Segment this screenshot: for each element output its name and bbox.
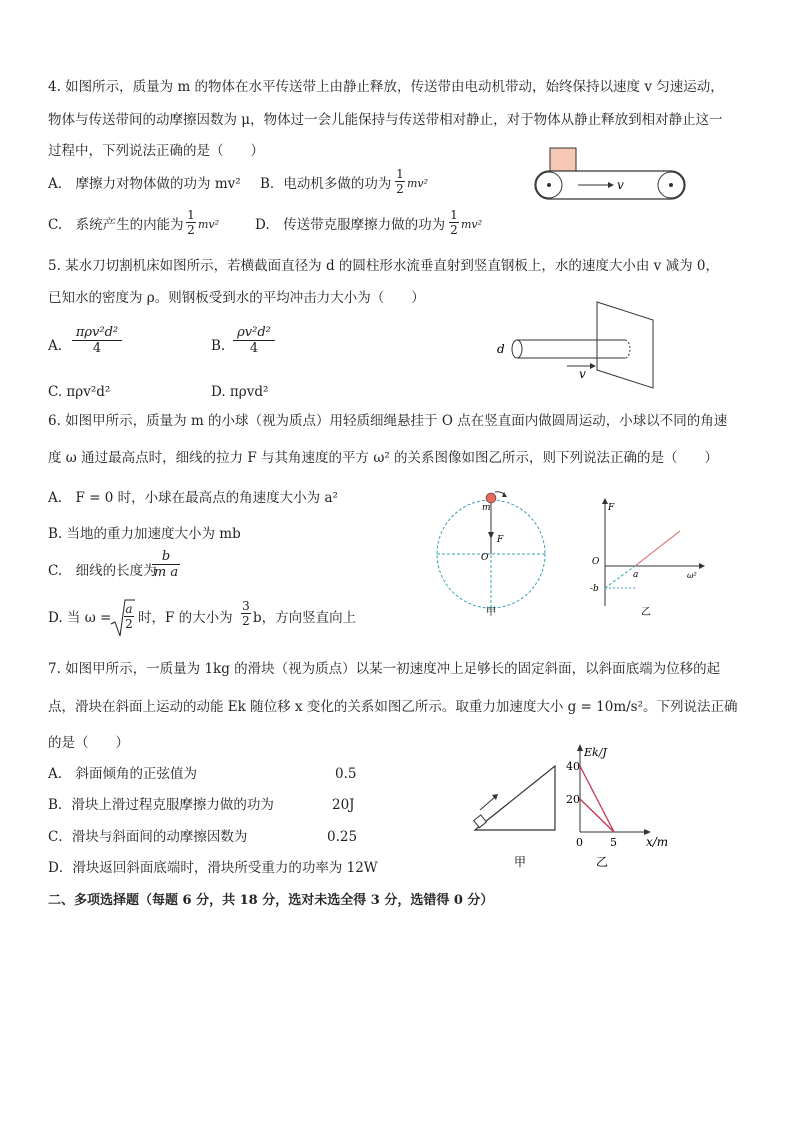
- q4-option-b-fraction: 1 2: [396, 167, 404, 196]
- y-tick-40: 40: [566, 760, 580, 773]
- mass-label: m: [482, 503, 491, 513]
- q4-option-c-mv2: mv²: [198, 218, 220, 231]
- q5-option-d: D. πρvd²: [211, 384, 269, 400]
- q6-option-d-tail: b，方向竖直向上: [253, 610, 357, 626]
- jet-cross-section: [512, 340, 522, 358]
- y-axis-label: Ek/J: [584, 746, 607, 759]
- q7-line1: 7. 如图甲所示，一质量为 1kg 的滑块（视为质点）以某一初速度冲上足够长的固定斜面，以斜面底端为位移的起: [48, 661, 721, 677]
- q7-line2: 点，滑块在斜面上运动的动能 Ek 随位移 x 变化的关系如图乙所示。取重力加速度大小 g = 10m/s²。下列说法正确: [48, 699, 738, 715]
- q4-option-c-fraction: 1 2: [187, 208, 195, 237]
- circular-motion-figure: [435, 488, 560, 616]
- q4-line2: 物体与传送带间的动摩擦因数为 μ，物体过一会儿能保持与传送带相对静止，对于物体从静止释放到相对静止这一: [48, 112, 723, 128]
- velocity-label: v: [617, 178, 624, 192]
- q4-line3: 过程中，下列说法正确的是（ ）: [48, 143, 264, 159]
- block-on-belt: [550, 148, 576, 171]
- q6-option-d-f-fraction: 3 2: [242, 599, 250, 628]
- q4-option-d-mv2: mv²: [461, 218, 483, 231]
- center-label: O: [481, 553, 489, 563]
- q6-option-d-sqrt-fraction: a 2: [125, 602, 133, 631]
- graph-line-solid: [635, 531, 680, 566]
- q5-line2: 已知水的密度为 ρ。则钢板受到水的平均冲击力大小为（ ）: [48, 290, 425, 306]
- incline: [475, 766, 555, 830]
- figure-caption-jia: 甲: [514, 855, 527, 869]
- x-tick-0: 0: [576, 836, 583, 849]
- ball: [486, 493, 496, 503]
- incline-figure: [470, 760, 565, 870]
- conveyor-belt-figure: [530, 145, 690, 205]
- kinetic-energy-chart: [560, 742, 675, 872]
- velocity-label: v: [579, 367, 586, 381]
- origin-label: O: [592, 557, 600, 567]
- q6-option-c-fraction: b m a: [153, 549, 179, 580]
- figure-caption-yi: 乙: [596, 855, 609, 869]
- x-tick-5: 5: [610, 836, 617, 849]
- q7-option-c-value: 0.25: [327, 829, 358, 845]
- q7-option-a: A. 斜面倾角的正弦值为: [48, 766, 198, 782]
- q6-line2: 度 ω 通过最高点时，细线的拉力 F 与其角速度的平方 ω² 的关系图像如图乙所示，则下列说法正确的是（ ）: [48, 450, 719, 466]
- section-2-header: 二、多项选择题（每题 6 分，共 18 分，选对未选全得 3 分，选错得 0 分）: [48, 893, 494, 908]
- q5-option-a-fraction: πρv²d² 4: [72, 326, 122, 355]
- figure-caption-yi: 乙: [641, 607, 651, 618]
- q5-option-b-fraction: ρv²d² 4: [233, 326, 275, 355]
- diameter-label: d: [497, 342, 505, 356]
- q4-option-c: C. 系统产生的内能为: [48, 217, 184, 233]
- figure-caption-jia: 甲: [486, 607, 496, 618]
- q6-option-d-label: D. 当 ω =: [48, 610, 112, 626]
- q6-option-c-label: C. 细线的长度为: [48, 563, 157, 579]
- force-vs-omega-graph: [585, 498, 710, 618]
- q6-option-d-mid: 时，F 的大小为: [138, 610, 233, 626]
- steel-plate: [597, 302, 653, 388]
- q4-option-d: D. 传送带克服摩擦力做的功为: [255, 217, 446, 233]
- q5-option-c: C. πρv²d²: [48, 384, 111, 400]
- q7-option-c: C．滑块与斜面间的动摩擦因数为: [48, 829, 248, 845]
- q7-option-b: B．滑块上滑过程克服摩擦力做的功为: [48, 797, 274, 813]
- initial-velocity-arrow: [480, 797, 495, 810]
- force-label: F: [497, 535, 504, 545]
- q4-option-a: A. 摩擦力对物体做的功为 mv²: [48, 176, 241, 192]
- q6-option-a: A. F = 0 时，小球在最高点的角速度大小为 a²: [48, 490, 338, 506]
- q5-option-b-label: B.: [211, 338, 226, 354]
- water-jet-figure: [495, 300, 665, 395]
- q7-option-a-value: 0.5: [335, 766, 357, 782]
- q4-line1: 4. 如图所示，质量为 m 的物体在水平传送带上由静止释放，传送带由电动机带动，始终保持以速度 v 匀速运动，: [48, 79, 724, 95]
- graph-line-dashed: [605, 566, 635, 588]
- q7-option-b-value: 20J: [332, 797, 355, 813]
- q6-option-b: B. 当地的重力加速度大小为 mb: [48, 526, 241, 542]
- slider-block: [474, 815, 487, 828]
- q5-line1: 5. 某水刀切割机床如图所示，若横截面直径为 d 的圆柱形水流垂直射到竖直钢板上，水的速度大小由 v 减为 0，: [48, 258, 719, 274]
- q4-option-b-mv2: mv²: [407, 177, 429, 190]
- q6-line1: 6. 如图甲所示，质量为 m 的小球（视为质点）用轻质细绳悬挂于 O 点在竖直面内做圆周运动，小球以不同的角速: [48, 413, 728, 429]
- y-tick-20: 20: [566, 793, 580, 806]
- x-axis-label: ω²: [687, 571, 697, 580]
- y-axis-label: F: [608, 503, 615, 513]
- q5-option-a-label: A.: [48, 338, 63, 354]
- ek-line-upward: [580, 766, 614, 832]
- x-axis-label: x/m: [646, 835, 669, 849]
- intercept-a-label: a: [633, 570, 639, 580]
- q7-option-d: D．滑块返回斜面底端时，滑块所受重力的功率为 12W: [48, 860, 378, 876]
- q7-line3: 的是（ ）: [48, 735, 129, 751]
- ek-line-downward: [580, 799, 614, 832]
- intercept-b-label: -b: [590, 584, 599, 594]
- q4-option-b: B．电动机多做的功为: [260, 176, 392, 192]
- q4-option-d-fraction: 1 2: [450, 208, 458, 237]
